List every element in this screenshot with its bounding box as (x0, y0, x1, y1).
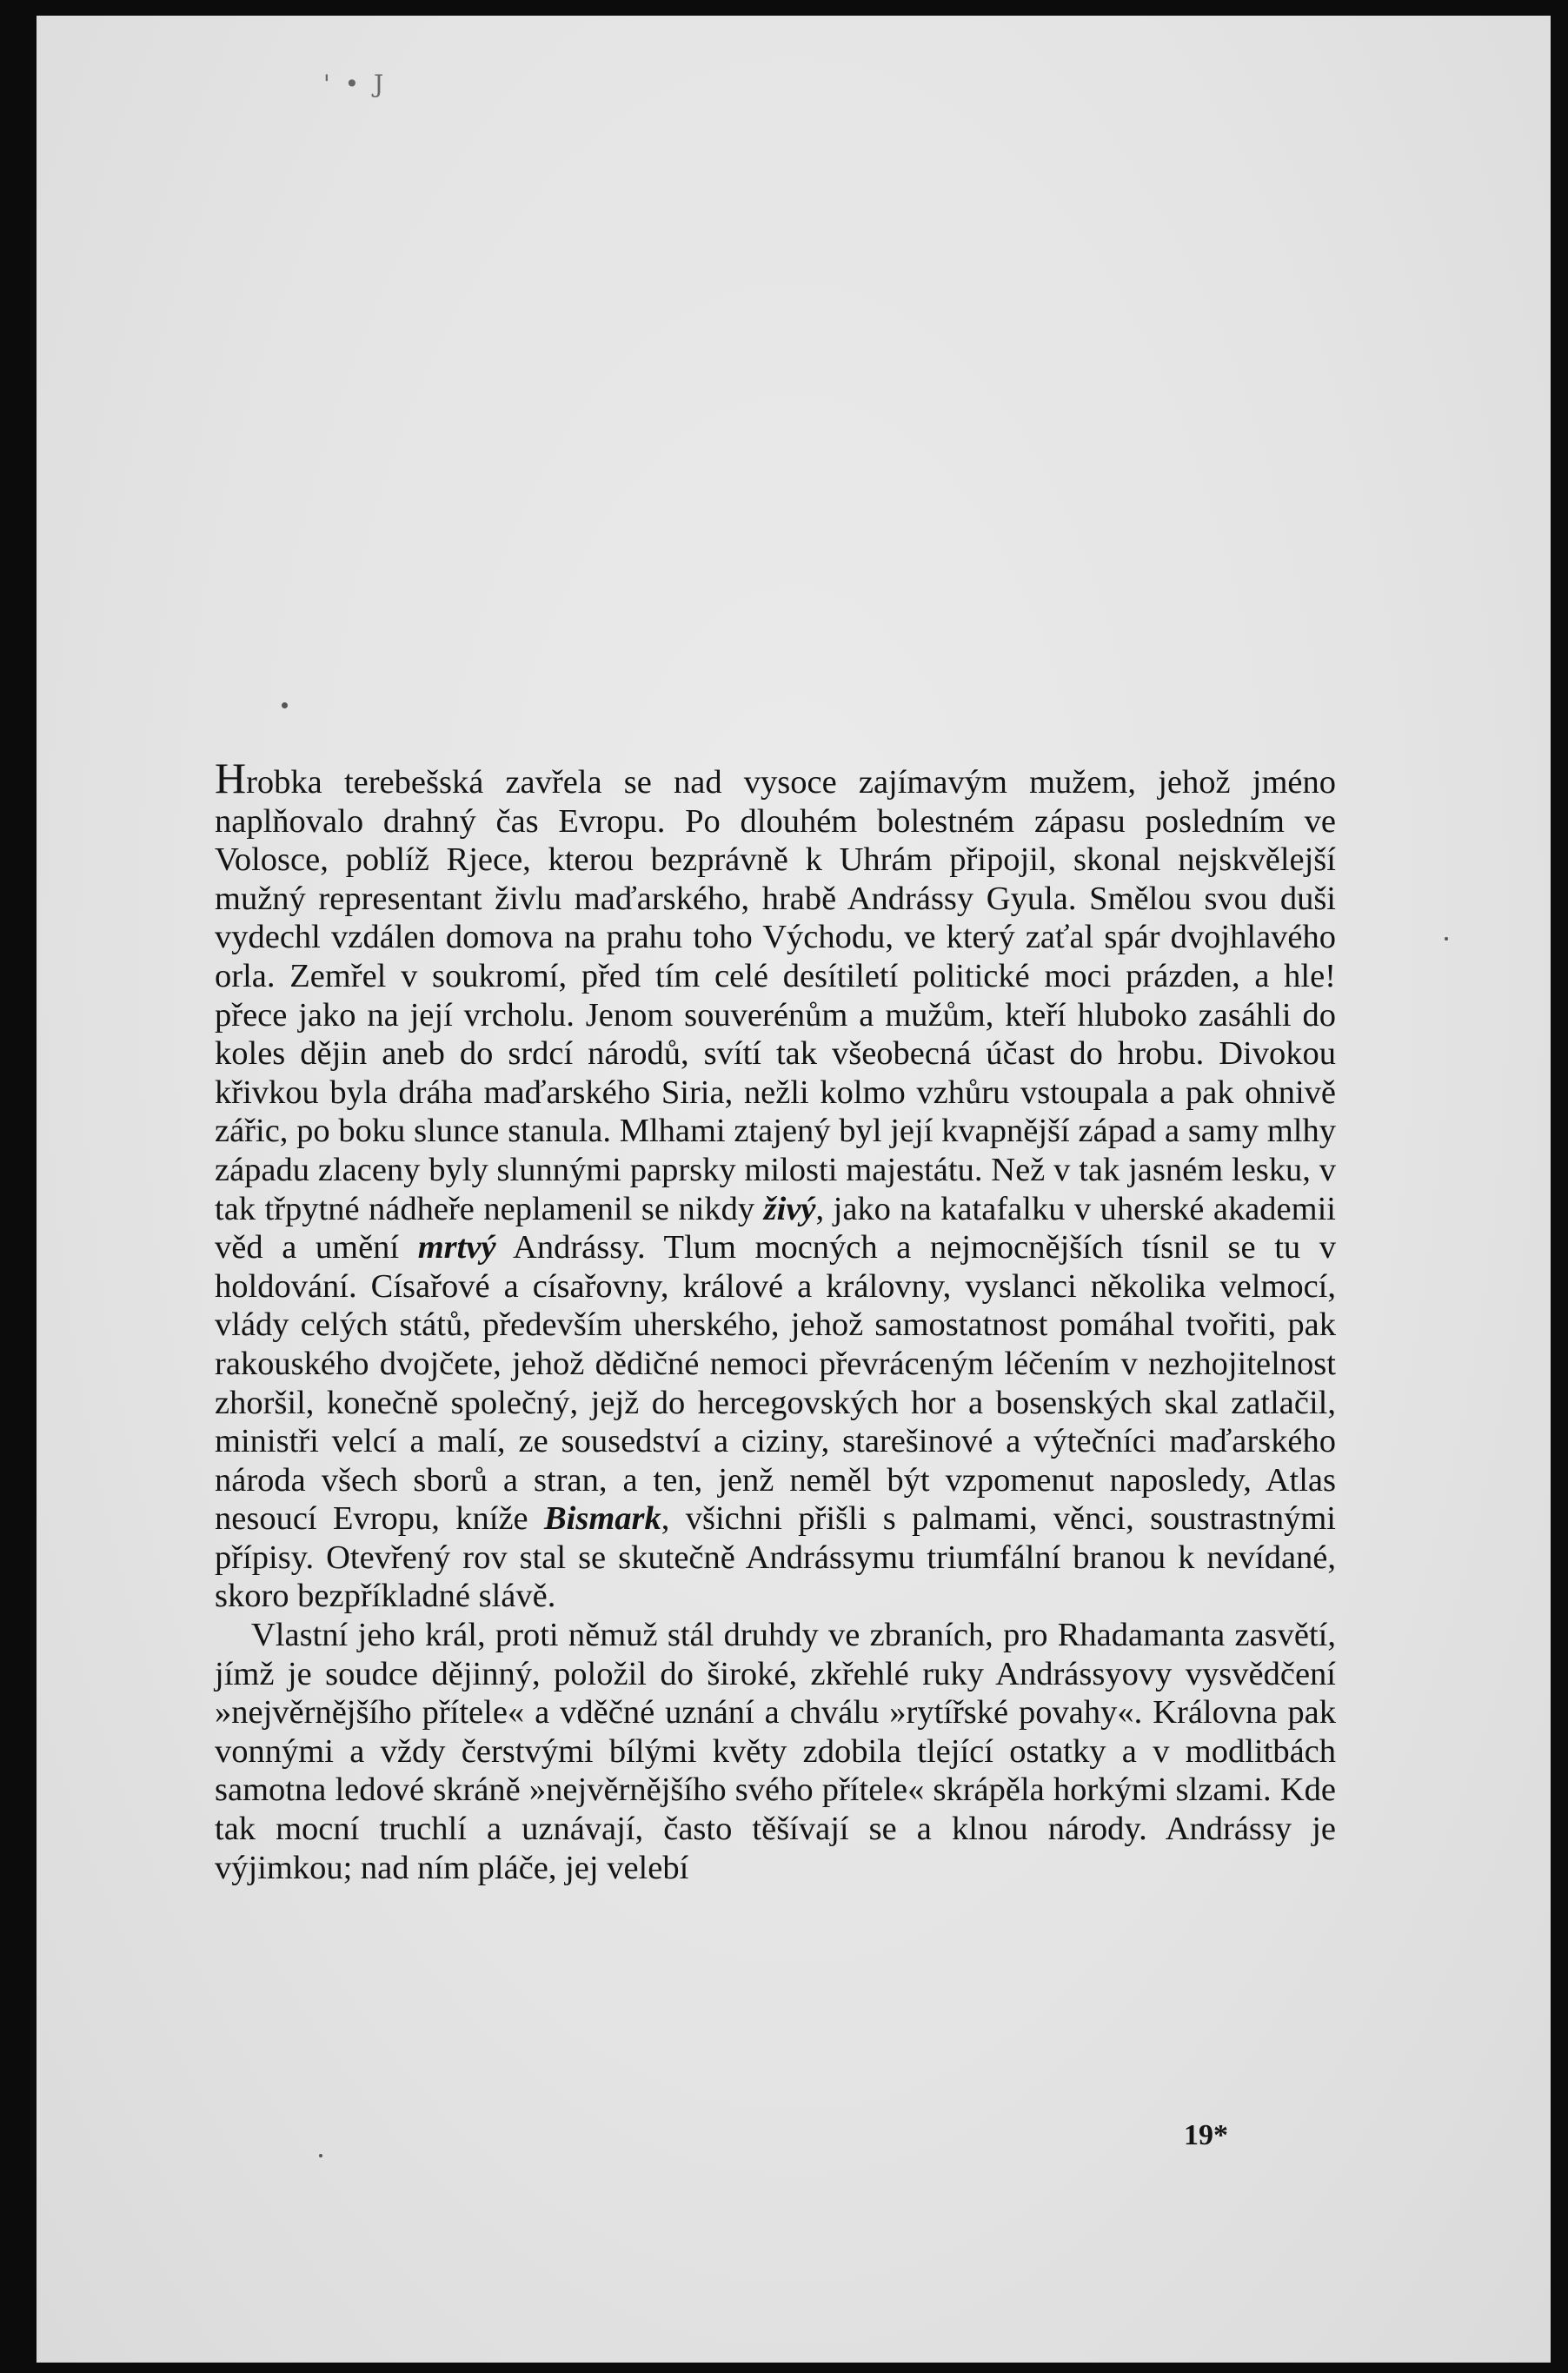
initial-letter: H (215, 754, 247, 802)
paragraph-1-text-a: robka terebešská zavřela se nad vysoce zajímavým mužem, jehož jméno naplňovalo drahný čas Evropu. Po dlouhém bolestném zápasu posledním ve Volosce, poblíž Rjece, kterou bezprávně k Uhrám připojil, skonal nejskvělejší mužný representant živlu maďarského, hrabě Andrássy Gyula. Smělou svou duši vydechl vzdálen domova na prahu toho Východu, ve který zaťal spár dvojhlavého orla. Zemřel v soukromí, před tím celé desítiletí politické moci prázden, a hle! přece jako na její vrcholu. Jenom souverénům a mužům, kteří hluboko zasáhli do koles dějin aneb do srdcí národů, svítí tak všeobecná účast do hrobu. Divokou křivkou byla dráha maďarského Siria, nežli kolmo vzhůru vstoupala a pak ohnivě zářic, po boku slunce stanula. Mlhami ztajený byl její kvapnější západ a samy mlhy západu zlaceny byly slunnými paprsky milosti majestátu. Než v tak jasném lesku, v tak třpytné nádheře neplamenil se nikdy (215, 764, 1336, 1227)
folio-number: 19* (1184, 2119, 1228, 2151)
italic-word-bismark: Bismark (543, 1500, 661, 1538)
paragraph-1 (215, 754, 1336, 1616)
page-mark: ' • J (323, 70, 388, 98)
italic-word-mrtvy: mrtvý (417, 1229, 496, 1266)
paragraph-1-text-c: Andrássy. Tlum mocných a nejmocnějších tísnil se tu v holdování. Císařové a císařovny, králové a královny, vyslanci několika velmocí, vlády celých států, především uherského, jehož samostatnost pomáhal tvořiti, pak rakouského dvojčete, jehož dědičné nemoci převráceným léčením v nezhojitelnost zhoršil, konečně společný, jejž do hercegovských hor a bosenských skal zatlačil, ministři velcí a malí, ze sousedství a ciziny, starešinové a výtečníci maďarského národa všech sborů a stran, a ten, jenž neměl být vzpomenut naposledy, Atlas nesoucí Evropu, kníže (215, 1229, 1336, 1538)
paragraph-1-text-b: , jako na katafalku v uherské akademii věd a umění (215, 1190, 1336, 1266)
ink-speck (282, 702, 288, 708)
ink-speck (319, 2154, 322, 2157)
paragraph-1-text-d: , všichni přišli s palmami, věnci, soustrastnými přípisy. Otevřený rov stal se skutečně Andrássymu triumfální branou k nevídané, skoro bezpříkladné slávě. (215, 1500, 1336, 1615)
paragraph-2: Vlastní jeho král, proti němuž stál druhdy ve zbraních, pro Rhadamanta zasvětí, jímž je soudce dějinný, položil do široké, zkřehlé ruky Andrássyovy vysvědčení »nejvěrnějšího přítele« a vděčné uznání a chválu »rytířské povahy«. Královna pak vonnými a vždy čerstvými bílými květy zdobila tlející ostatky a v modlitbách samotna ledové skráně »nejvěrnějšího svého přítele« skrápěla horkými slzami. Kde tak mocní truchlí a uznávají, často těšívají se a klnou národy. Andrássy je výjimkou; nad ním pláče, jej velebí (215, 1617, 1336, 1886)
body-text (215, 754, 1336, 1887)
italic-word-zivy: živý (763, 1190, 816, 1227)
ink-speck (1445, 937, 1448, 941)
paper-sheet (37, 16, 1551, 2363)
